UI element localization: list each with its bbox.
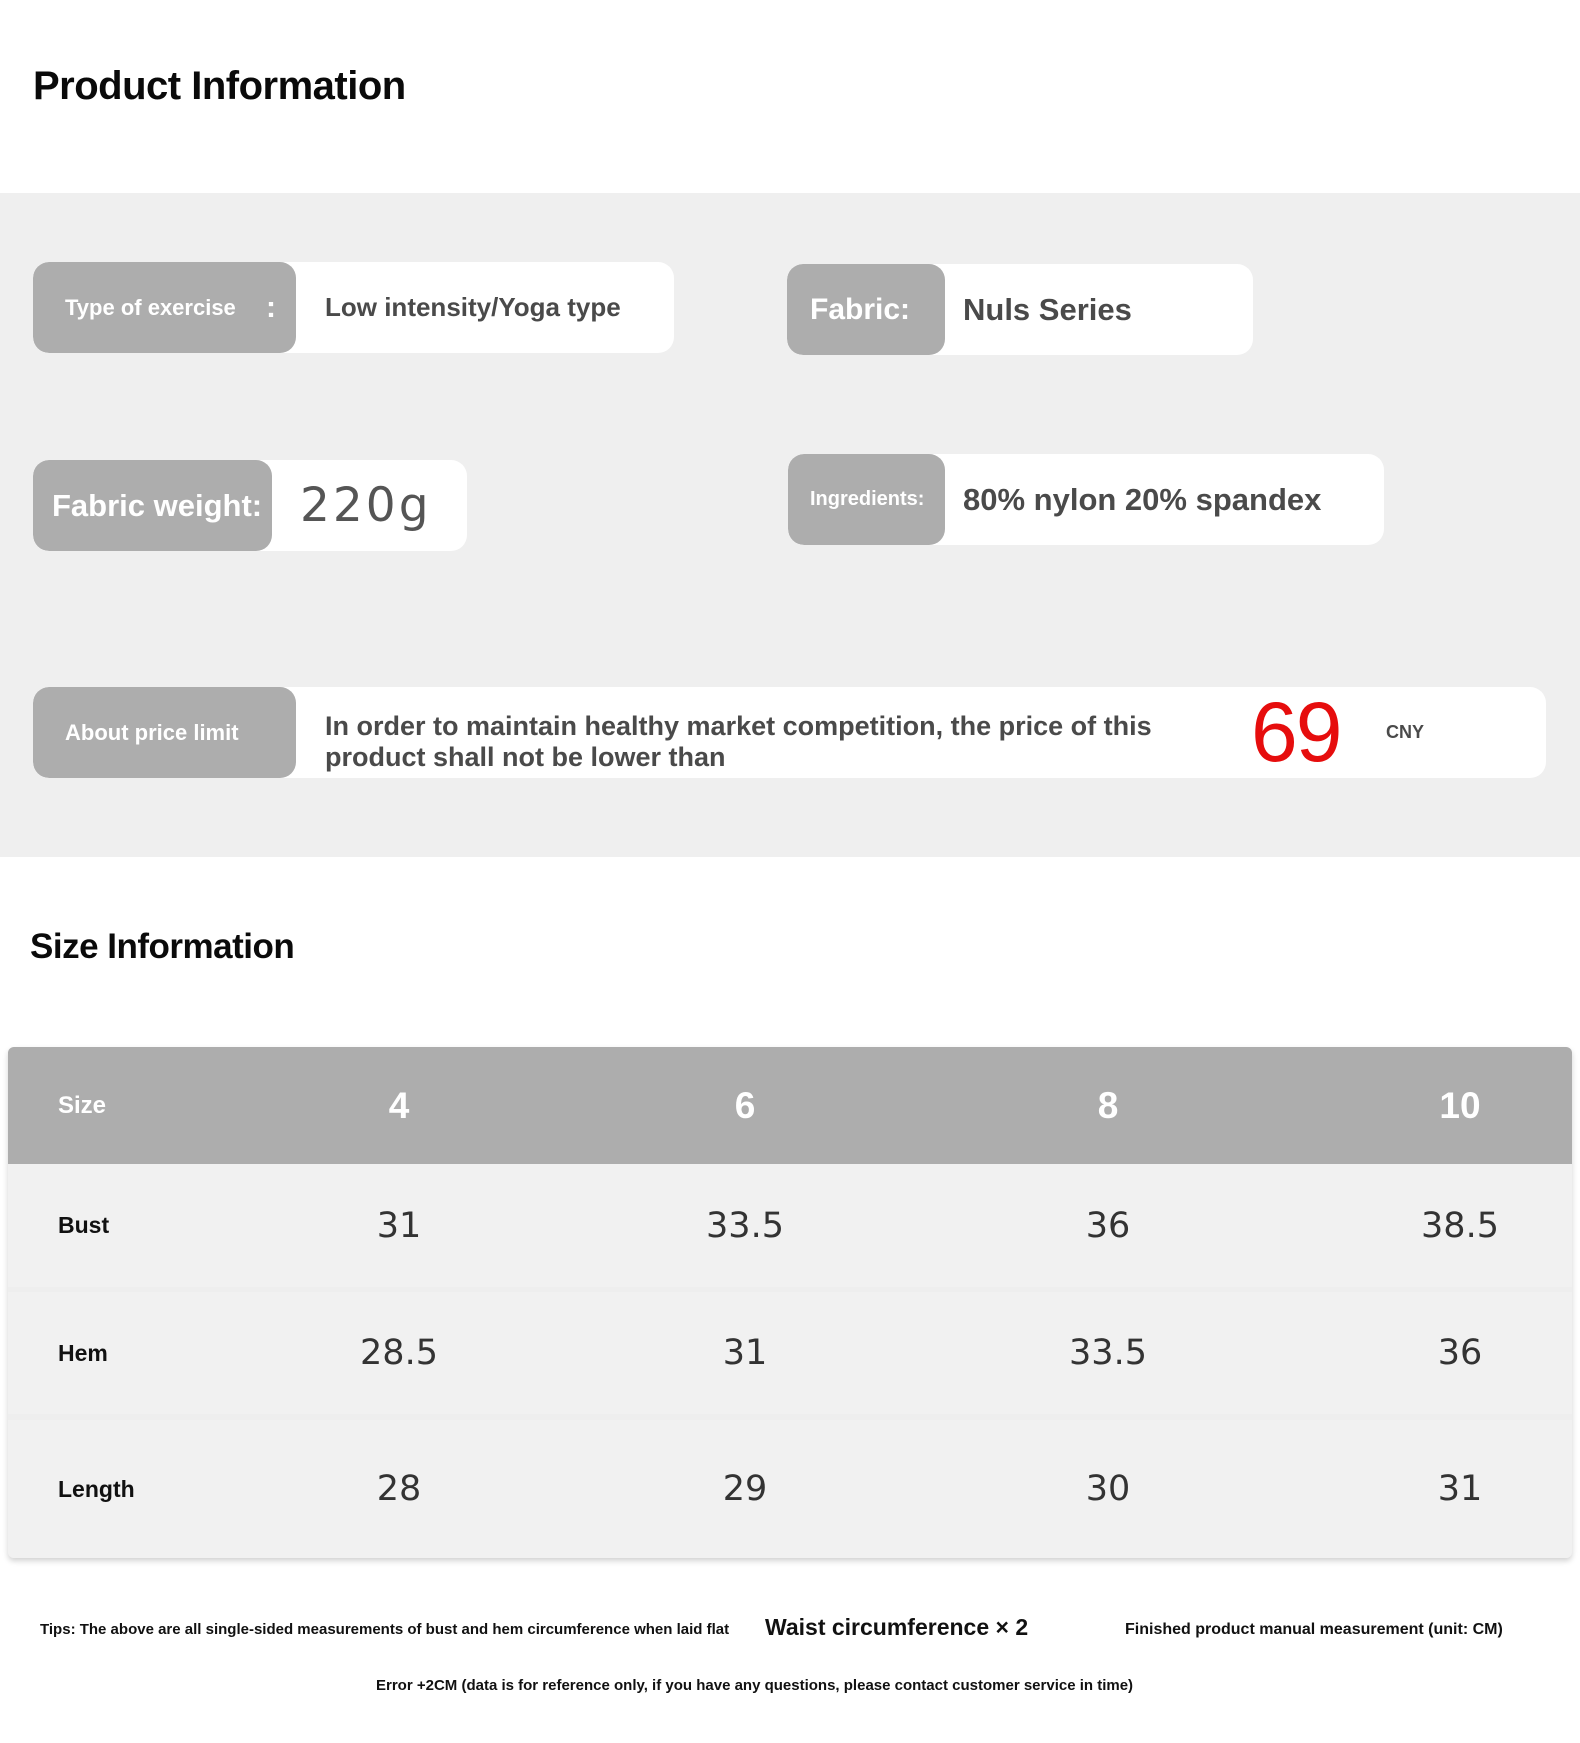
price-limit-label: About price limit xyxy=(33,687,296,778)
ingredients-label: Ingredients: xyxy=(788,454,945,545)
measurement-unit-note: Finished product manual measurement (unit: CM) xyxy=(1125,1621,1503,1638)
exercise-type-value: Low intensity/Yoga type xyxy=(325,292,621,322)
fabric-row xyxy=(787,264,1253,355)
waist-note: Waist circumference × 2 xyxy=(765,1614,1029,1640)
price-currency-unit: CNY xyxy=(1386,722,1425,742)
table-cell: 33.5 xyxy=(706,1205,784,1246)
fabric-weight-label: Fabric weight: xyxy=(33,460,272,551)
table-cell: 31 xyxy=(376,1205,422,1246)
fabric-label: Fabric: xyxy=(787,264,945,355)
error-note: Error +2CM (data is for reference only, if you have any questions, please contact customer service in time) xyxy=(376,1677,1134,1694)
size-information-title: Size Information xyxy=(30,927,295,966)
table-cell: 33.5 xyxy=(1069,1333,1147,1373)
minimum-price-value: 69 xyxy=(1251,687,1341,778)
ingredients-value: 80% nylon 20% spandex xyxy=(963,481,1322,517)
table-cell: 36 xyxy=(1085,1205,1131,1246)
exercise-type-label: Type of exercise xyxy=(65,294,236,320)
exercise-type-row xyxy=(33,262,674,353)
size-header-cell: 4 xyxy=(388,1084,410,1126)
table-cell: 30 xyxy=(1085,1469,1131,1509)
fabric-value: Nuls Series xyxy=(963,291,1132,327)
size-header-label: Size xyxy=(58,1091,107,1119)
table-cell: 28 xyxy=(376,1469,422,1509)
size-table-header xyxy=(8,1047,1572,1164)
product-information-title: Product Information xyxy=(33,64,406,108)
size-header-cell: 6 xyxy=(734,1084,756,1126)
exercise-type-separator: : xyxy=(266,290,276,324)
table-row-length xyxy=(8,1420,1572,1558)
price-limit-text: In order to maintain healthy market competition, the price of this product shall not be lower than xyxy=(325,711,1152,772)
ingredients-row xyxy=(788,454,1384,545)
price-limit-row xyxy=(33,687,1546,778)
row-label: Bust xyxy=(58,1212,110,1238)
table-cell: 36 xyxy=(1437,1333,1483,1373)
fabric-weight-value: 220g xyxy=(300,478,432,533)
table-cell: 28.5 xyxy=(360,1333,438,1373)
size-table xyxy=(8,1047,1572,1558)
size-header-cell: 8 xyxy=(1097,1084,1119,1126)
fabric-weight-row xyxy=(33,460,467,551)
table-row-bust xyxy=(8,1164,1572,1287)
exercise-type-label-box xyxy=(33,262,296,353)
table-cell: 29 xyxy=(722,1469,768,1509)
row-label: Hem xyxy=(58,1339,108,1366)
table-cell: 31 xyxy=(1437,1469,1483,1509)
size-header-cell: 10 xyxy=(1439,1084,1481,1126)
table-cell: 38.5 xyxy=(1421,1205,1499,1246)
row-label: Length xyxy=(58,1475,135,1502)
table-row-hem xyxy=(8,1292,1572,1414)
table-cell: 31 xyxy=(722,1333,768,1373)
measurement-tip: Tips: The above are all single-sided measurements of bust and hem circumference when laid flat xyxy=(40,1621,730,1638)
